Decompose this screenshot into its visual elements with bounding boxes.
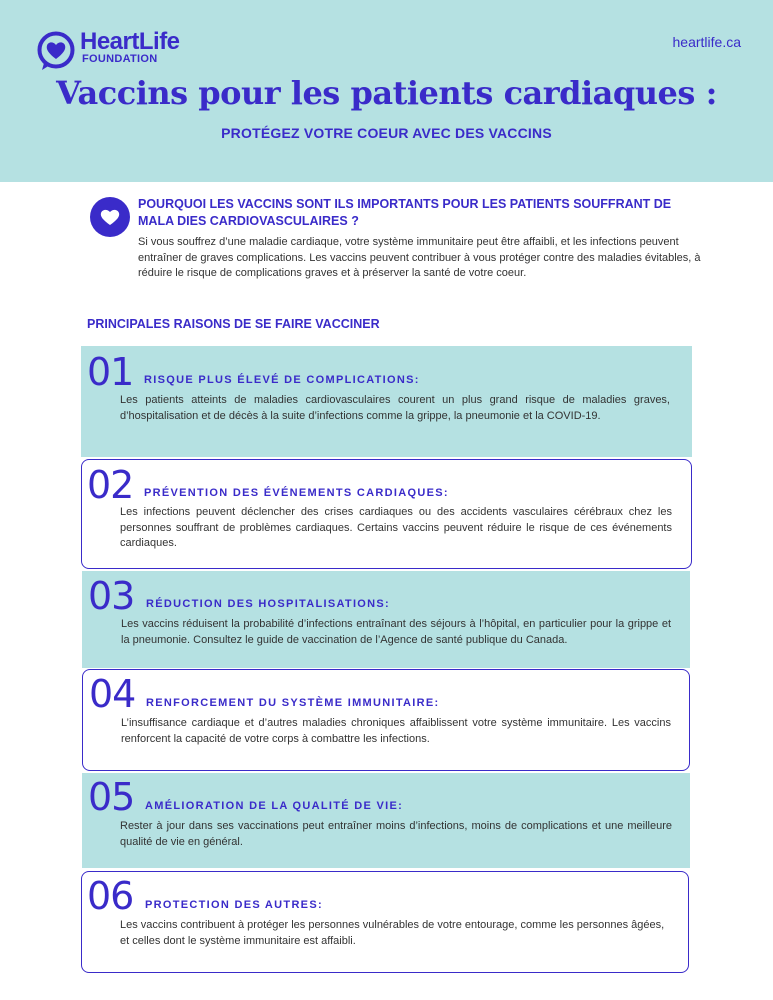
reasons-heading: PRINCIPALES RAISONS DE SE FAIRE VACCINER (87, 317, 380, 331)
reason-card-05 (82, 773, 690, 868)
reason-title: PROTECTION DES AUTRES: (145, 899, 323, 911)
reason-card-04 (82, 669, 690, 771)
reason-card-01 (81, 346, 692, 457)
reason-number: 04 (89, 672, 136, 716)
logo-name: HeartLife (80, 28, 180, 55)
reason-body: Les vaccins contribuent à protéger les personnes vulnérables de votre entourage, comme les personnes âgées, et celles dont le système immunitaire est affaibli. (120, 919, 665, 947)
reason-number: 06 (87, 874, 134, 918)
page-subtitle: PROTÉGEZ VOTRE COEUR AVEC DES VACCINS (221, 125, 552, 141)
reason-title: PRÉVENTION DES ÉVÉNEMENTS CARDIAQUES: (144, 487, 449, 499)
page-title: Vaccins pour les patients cardiaques : (56, 74, 717, 112)
reason-body: L’insuffisance cardiaque et d’autres maladies chroniques affaiblissent votre système immunitaire. Les vaccins renforcent la capacité de votre corps à combattre les infections. (121, 717, 671, 745)
reason-title: RÉDUCTION DES HOSPITALISATIONS: (146, 598, 391, 610)
why-heading: POURQUOI LES VACCINS SONT ILS IMPORTANTS POUR LES PATIENTS SOUFFRANT DE MALA DIES CARDIOVASCULAIRES ? (138, 197, 672, 228)
reason-number: 03 (88, 574, 135, 618)
reason-number: 05 (88, 775, 135, 819)
header-band (0, 0, 773, 182)
reason-title: AMÉLIORATION DE LA QUALITÉ DE VIE: (145, 800, 404, 812)
reason-body: Les patients atteints de maladies cardiovasculaires courent un plus grand risque de maladies graves, d’hospitalisation et de décès à la suite d’infections comme la grippe, la pneumonie et la COVID-19. (120, 394, 670, 422)
reason-title: RENFORCEMENT DU SYSTÈME IMMUNITAIRE: (146, 697, 440, 709)
reason-body: Les infections peuvent déclencher des crises cardiaques ou des accidents vasculaires cérébraux chez les personnes souffrant de problèmes cardiaques. Certains vaccins peuvent réduire le risque de ces événements cardiaques. (120, 506, 672, 549)
reason-body: Les vaccins réduisent la probabilité d’infections entraînant des séjours à l’hôpital, en particulier pour la grippe et la pneumonie. Consultez le guide de vaccination de l’Agence de santé publique du Canada. (121, 618, 671, 646)
site-link[interactable]: heartlife.ca (672, 34, 741, 50)
reason-card-06 (81, 871, 689, 973)
reason-title: RISQUE PLUS ÉLEVÉ DE COMPLICATIONS: (144, 374, 420, 386)
reason-body: Rester à jour dans ses vaccinations peut entraîner moins d’infections, moins de complications et une meilleure qualité de vie en général. (120, 820, 672, 848)
heart-icon (90, 197, 130, 237)
reason-number: 01 (87, 350, 134, 394)
reason-card-02 (81, 459, 692, 569)
why-body: Si vous souffrez d’une maladie cardiaque, votre système immunitaire peut être affaibli, et les infections peuvent entraîner de graves complications. Les vaccins peuvent contribuer à vous protéger contre des maladies évitables, à réduire le risque de complications graves et à préserver la santé de votre coeur. (138, 236, 701, 279)
logo-heart-icon (36, 30, 76, 70)
logo[interactable] (36, 28, 196, 72)
logo-subtitle: FOUNDATION (82, 53, 158, 65)
reason-card-03 (82, 571, 690, 668)
reason-number: 02 (87, 463, 134, 507)
